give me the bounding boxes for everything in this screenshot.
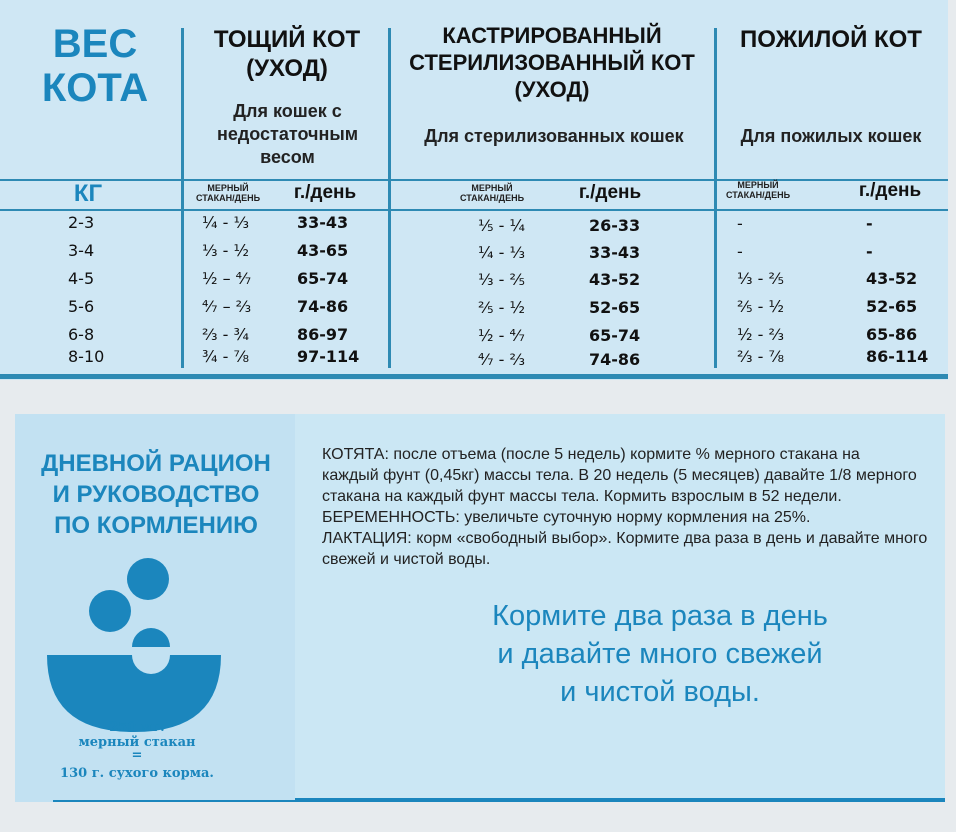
note-line: ЛАКТАЦИЯ: корм «свободный выбор». Кормите два раза в день и давайте много [322,530,928,547]
feeding-slogan [395,597,925,711]
subheader-divider [0,209,948,211]
kg-cell: 5-6 [68,297,95,316]
column-divider-1 [181,28,184,368]
weight-title-line: ВЕС [52,22,138,66]
senior-grams-cell: 86-114 [866,347,929,366]
sterilized-cup-cell: ⅕ - ¼ [478,216,525,235]
senior-cup-cell: - [737,214,743,233]
column-title-line: ПОЖИЛОЙ КОТ [740,26,922,53]
sterilized-grams-cell: 74-86 [589,350,641,369]
thin-grams-cell: 65-74 [297,269,349,288]
column-title-line: ТОЩИЙ КОТ [213,26,361,53]
note-line: БЕРЕМЕННОСТЬ: увеличьте суточную норму кормления на 25%. [322,509,811,526]
senior-cup-cell: ⅓ - ⅖ [737,269,784,288]
sterilized-grams-cell: 52-65 [589,298,641,317]
cup-header-sterilized [452,183,532,203]
grams-header-thin: г./день [293,182,357,203]
sterilized-grams-cell: 33-43 [589,243,641,262]
thin-grams-cell: 33-43 [297,213,349,232]
grams-header-senior: г./день [858,180,922,201]
kibble-icon [89,590,131,632]
kibble-icon [127,558,169,600]
feeding-guide-panel [15,414,945,802]
kg-header: КГ [73,180,103,207]
column-subtitle-senior [717,125,945,148]
column-title-line: (УХОД) [514,77,590,102]
senior-cup-cell: - [737,242,743,261]
thin-cup-cell: ¾ - ⅞ [202,347,249,366]
column-title-thin [187,25,387,83]
feeding-notes [322,444,956,570]
column-divider-3 [714,28,717,368]
slogan-line: и давайте много свежей [497,638,823,670]
sterilized-cup-cell: ⅖ - ½ [478,298,525,317]
kg-cell: 6-8 [68,325,95,344]
thin-grams-cell: 43-65 [297,241,349,260]
thin-cup-cell: ½ – ⁴⁄₇ [202,269,252,288]
senior-cup-cell: ⅖ - ½ [737,297,784,316]
ration-box [15,414,295,802]
sterilized-grams-cell: 65-74 [589,326,641,345]
column-subtitle-line: Для пожилых кошек [740,126,922,146]
senior-grams-cell: 65-86 [866,325,918,344]
kg-cell: 8-10 [68,347,105,366]
feeding-table [0,0,948,380]
cup-note-line: 130 г. сухого корма. [60,766,214,781]
note-line: каждый фунт (0,45кг) массы тела. В 20 недель (5 месяцев) давайте 1/8 мерного [322,467,917,484]
thin-cup-cell: ¼ - ⅓ [202,213,249,232]
column-title-line: (УХОД) [246,55,328,82]
thin-grams-cell: 86-97 [297,325,349,344]
column-subtitle-line: Для стерилизованных кошек [424,126,684,146]
note-line: свежей и чистой воды. [322,551,491,568]
kg-cell: 2-3 [68,213,95,232]
cup-header-line: СТАКАН/ДЕНЬ [725,190,791,200]
cup-header-line: СТАКАН/ДЕНЬ [195,193,261,203]
column-subtitle-sterilized [393,125,715,148]
thin-grams-cell: 97-114 [297,347,360,366]
thin-grams-cell: 74-86 [297,297,349,316]
sterilized-cup-cell: ¼ - ⅓ [478,243,525,262]
cup-note-line: 250 мг. [109,720,165,735]
cup-note-line: = [131,748,143,763]
sterilized-grams-cell: 43-52 [589,270,641,289]
weight-title-line: КОТА [41,66,149,110]
cup-header-line: МЕРНЫЙ [471,183,513,193]
ration-title-line: ДНЕВНОЙ РАЦИОН [41,450,271,477]
column-title-line: КАСТРИРОВАННЫЙ [442,23,662,48]
sterilized-grams-cell: 26-33 [589,216,641,235]
column-title-line: СТЕРИЛИЗОВАННЫЙ КОТ [409,50,695,75]
bowl-rim-gap [125,647,177,655]
header-divider [0,179,948,181]
column-subtitle-line: недостаточным [216,124,359,144]
kg-cell: 4-5 [68,269,95,288]
note-line: стакана на каждый фунт массы тела. Кормить взрослым в 52 недели. [322,488,842,505]
note-line: КОТЯТА: после отъема (после 5 недель) кормите % мерного стакана на [322,446,860,463]
grams-header-sterilized: г./день [578,182,642,203]
column-title-sterilized [390,22,714,103]
slogan-line: Кормите два раза в день [492,600,828,632]
kg-cell: 3-4 [68,241,95,260]
cup-header-senior [718,180,798,200]
sterilized-cup-cell: ½ - ⁴⁄₇ [478,326,525,345]
ration-title-line: ПО КОРМЛЕНИЮ [54,512,258,539]
thin-cup-cell: ⁴⁄₇ – ⅔ [202,297,252,316]
senior-grams-cell: - [866,242,873,261]
column-subtitle-line: Для кошек с [233,101,342,121]
senior-cup-cell: ⅔ - ⅞ [737,347,784,366]
table-bottom-border [0,374,948,379]
cup-header-line: МЕРНЫЙ [207,183,249,193]
senior-grams-cell: 43-52 [866,269,918,288]
thin-cup-cell: ⅓ - ½ [202,241,249,260]
senior-grams-cell: 52-65 [866,297,918,316]
weight-title [30,22,160,110]
cup-header-thin [188,183,268,203]
kibble-icon-top [132,628,170,647]
cup-header-line: МЕРНЫЙ [737,180,779,190]
slogan-line: и чистой воды. [560,676,760,708]
sterilized-cup-cell: ⁴⁄₇ - ⅔ [478,350,525,369]
column-title-senior [717,25,945,54]
thin-cup-cell: ⅔ - ¾ [202,325,249,344]
ration-title-line: И РУКОВОДСТВО [52,481,260,508]
panel-bottom-border [295,798,945,802]
column-subtitle-thin [190,100,385,169]
senior-grams-cell: - [866,214,873,233]
cup-note-line: мерный стакан [78,735,196,750]
sterilized-cup-cell: ⅓ - ⅖ [478,270,525,289]
cup-note [37,720,237,781]
senior-cup-cell: ½ - ⅔ [737,325,784,344]
column-subtitle-line: весом [260,147,315,167]
cup-header-line: СТАКАН/ДЕНЬ [459,193,525,203]
